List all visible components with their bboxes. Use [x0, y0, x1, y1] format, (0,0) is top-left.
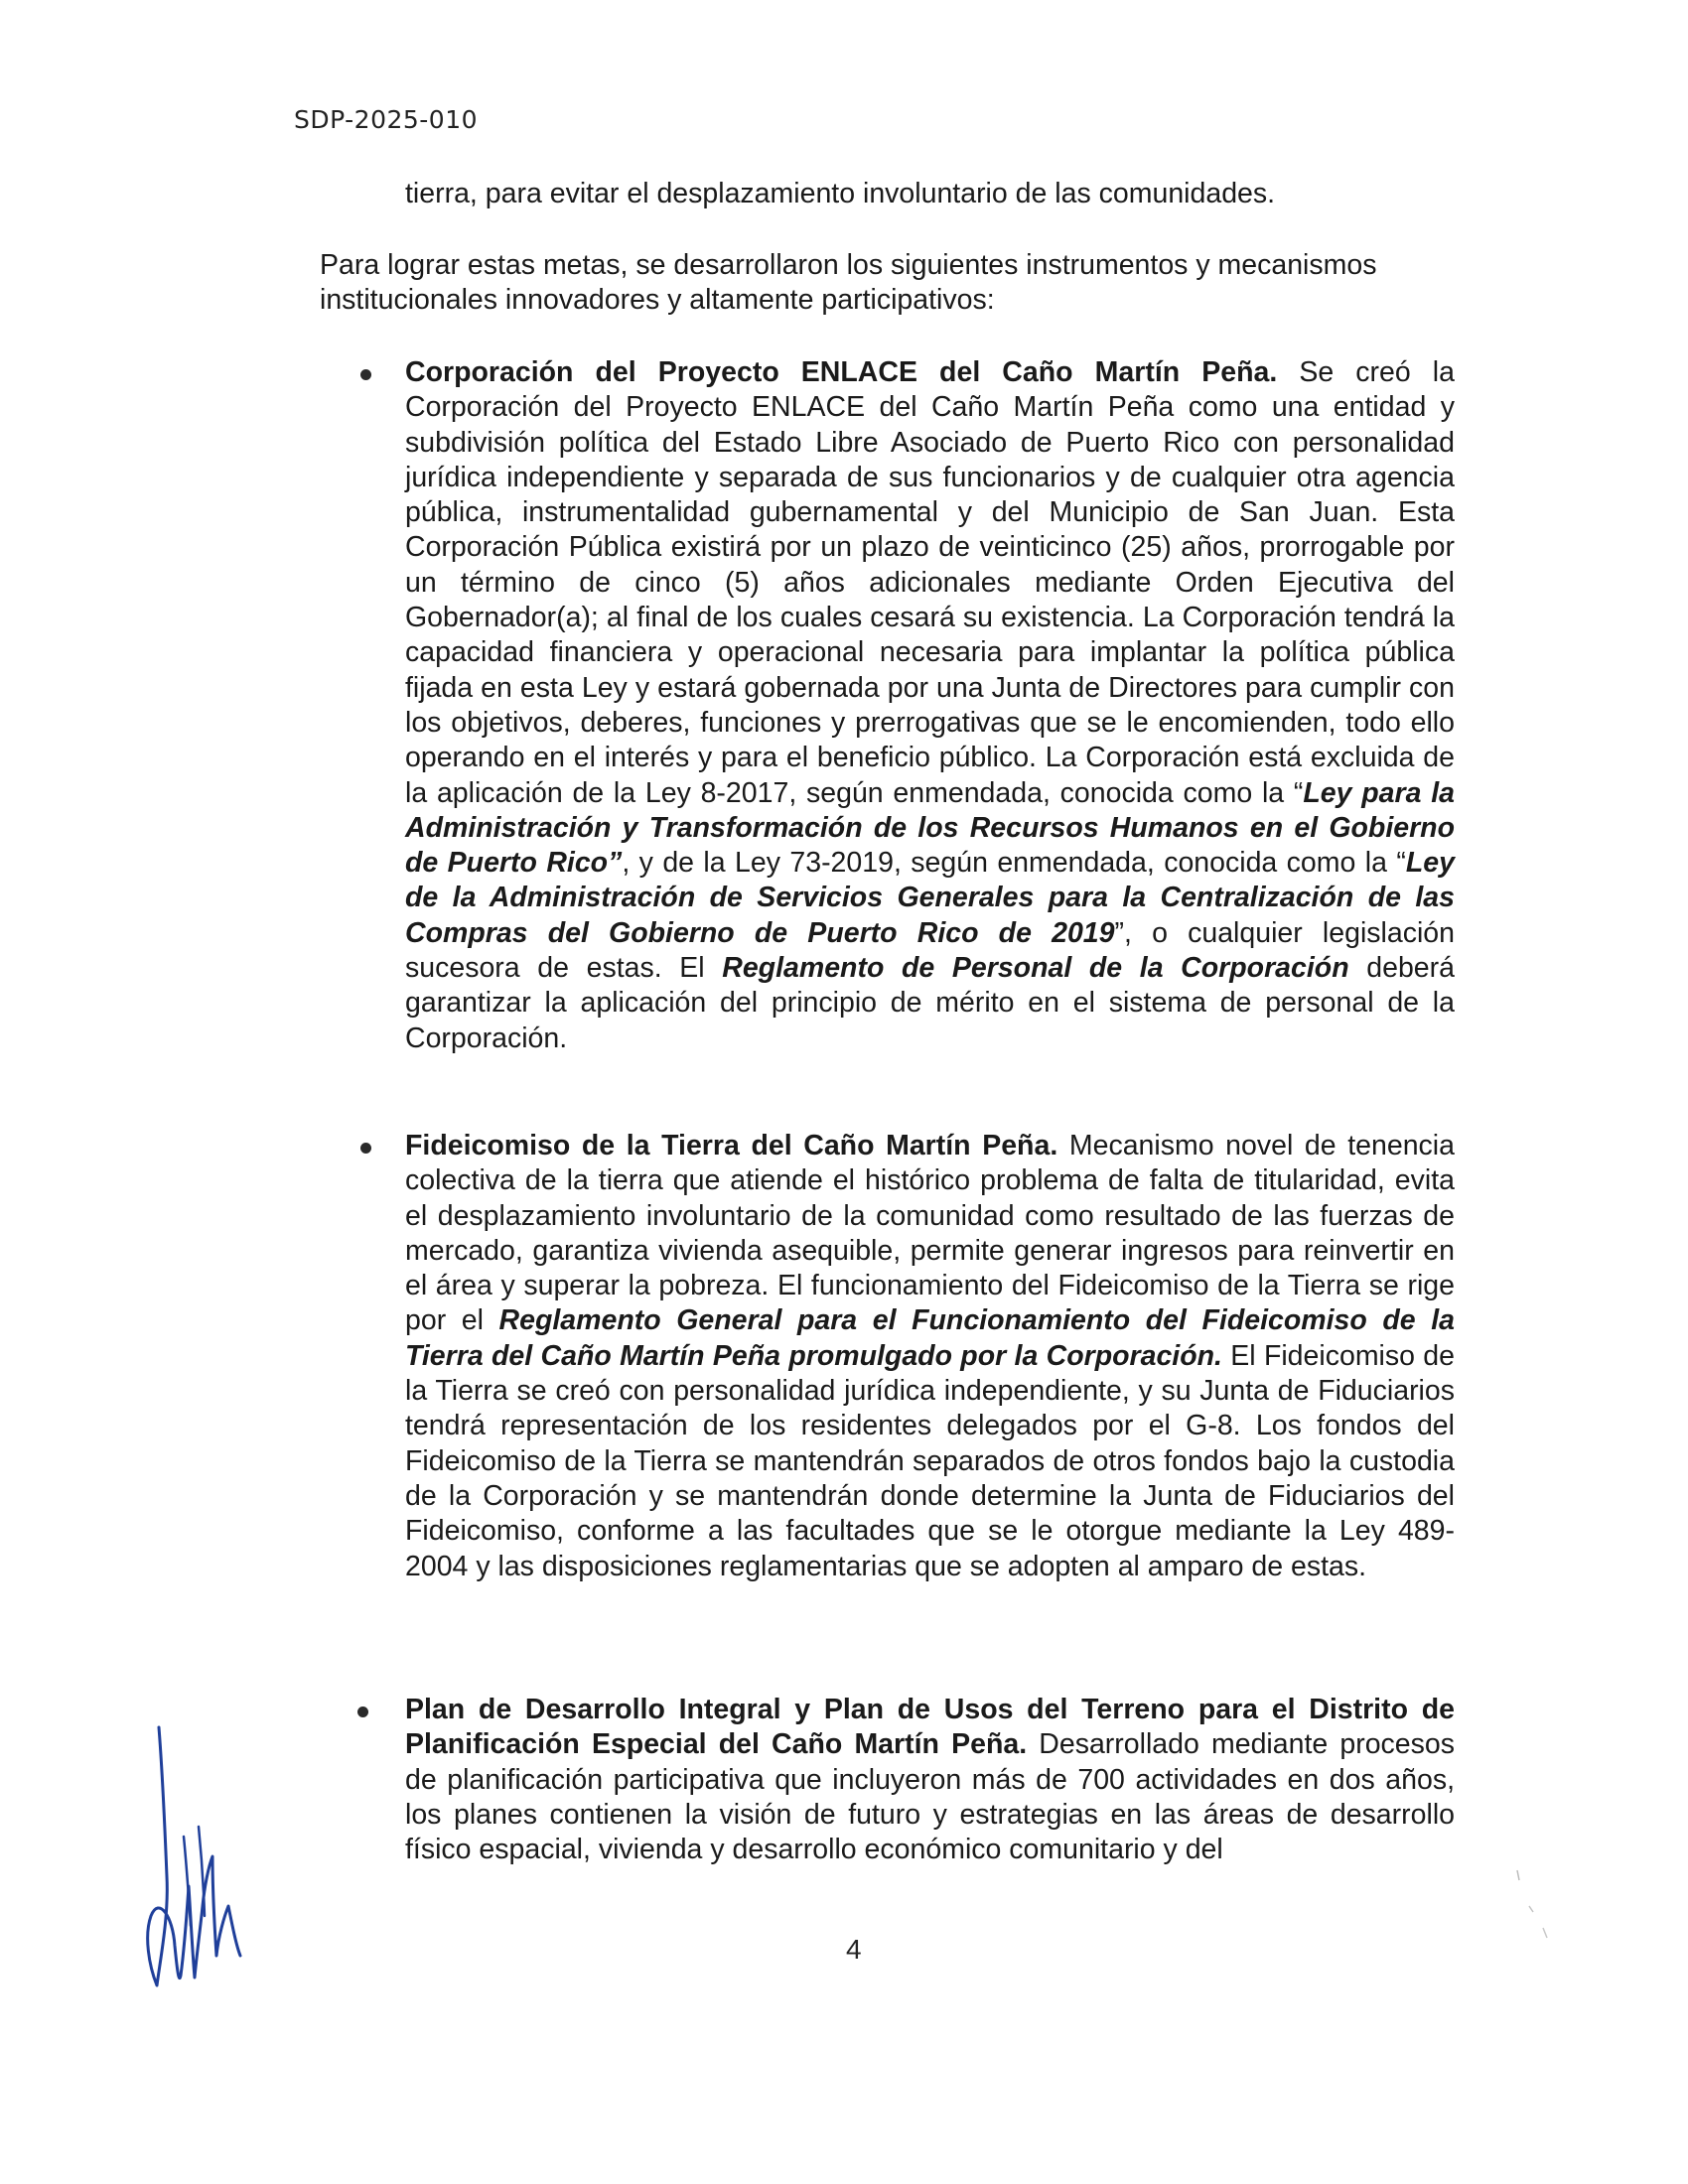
bullet-text: Se creó la Corporación del Proyecto ENLACE del Caño Martín Peña como una entidad y subdivisión política del Estado Libre Asociado de Puerto Rico con personalidad jurídica independiente y separada de sus funcionarios y de cualquier otra agencia pública, instrumentalidad gubernamental y del Municipio de San Juan. Esta Corporación Pública existirá por un plazo de veinticinco (25) años, prorrogable por un término de cinco (5) años adicionales mediante Orden Ejecutiva del Gobernador(a); al final de los cuales cesará su existencia. La Corporación tendrá la capacidad financiera y operacional necesaria para implantar la política pública fijada en esta Ley y estará gobernada por una Junta de Directores para cumplir con los objetivos, deberes, funciones y prerrogativas que se le encomienden, todo ello operando en el interés y para el beneficio público. La Corporación está excluida de la aplicación de la Ley 8-2017, según enmendada, conocida como la “	[405, 356, 1455, 809]
law-title: Ley para la Administración y Transformación de los Recursos Humanos en el Gobierno de Puerto Rico”	[405, 776, 1455, 880]
bullet-heading: Plan de Desarrollo Integral y Plan de Usos del Terreno para el Distrito de Planificación Especial del Caño Martín Peña.	[405, 1694, 1455, 1761]
bullet-text: deberá garantizar la aplicación del principio de mérito en el sistema de personal de la Corporación.	[405, 952, 1455, 1054]
page-number: 4	[846, 1934, 862, 1965]
bullet-heading: Fideicomiso de la Tierra del Caño Martín Peña.	[405, 1130, 1058, 1161]
bullet-text: , y de la Ley 73-2019, según enmendada, conocida como la “	[622, 847, 1406, 880]
bullet-text: Desarrollado mediante procesos de planificación participativa que incluyeron más de 700 actividades en dos años, los planes contienen la visión de futuro y estrategias en las áreas de desarrollo físico espacial, vivienda y desarrollo económico comunitario y del	[405, 1728, 1456, 1866]
bullet-icon	[360, 369, 371, 380]
regulation-title: Reglamento General para el Funcionamiento del Fideicomiso de la Tierra del Caño Martín Peña promulgado por la Corporación.	[405, 1304, 1455, 1372]
continuation-text: tierra, para evitar el desplazamiento involuntario de las comunidades.	[405, 178, 1276, 209]
law-title: Ley de la Administración de Servicios Generales para la Centralización de las Compras del Gobierno de Puerto Rico de 2019	[405, 847, 1455, 949]
bullet-text: Mecanismo novel de tenencia colectiva de la tierra que atiende el histórico problema de falta de titularidad, evita el desplazamiento involuntario de la comunidad como resultado de las fuerzas de mercado, garantiza vivienda asequible, permite generar ingresos para reinvertir en el área y superar la pobreza. El funcionamiento del Fideicomiso de la Tierra se rige por el	[405, 1130, 1455, 1337]
regulation-title: Reglamento de Personal de la Corporación	[722, 952, 1349, 985]
document-code: SDP-2025-010	[294, 105, 479, 134]
bullet-heading: Corporación del Proyecto ENLACE del Caño Martín Peña.	[405, 356, 1278, 388]
bullet-item-fideicomiso	[405, 1129, 1455, 1584]
scan-artifact	[1509, 1866, 1559, 1956]
bullet-item-plan-desarrollo	[405, 1693, 1455, 1867]
signature-initials	[129, 1717, 278, 2005]
bullet-text: ”, o cualquier legislación sucesora de estas. El	[405, 916, 1455, 985]
bullet-text: El Fideicomiso de la Tierra se creó con personalidad jurídica independiente, y su Junta de Fiduciarios tendrá representación de los residentes delegados por el G-8. Los fondos del Fideicomiso de la Tierra se mantendrán separados de otros fondos bajo la custodia de la Corporación y se mantendrán donde determine la Junta de Fiduciarios del Fideicomiso, conforme a las facultades que se le otorgue mediante la Ley 489-2004 y las disposiciones reglamentarias que se adopten al amparo de estas.	[405, 1339, 1456, 1582]
bullet-item-corporacion	[405, 355, 1455, 1056]
bullet-icon	[357, 1706, 368, 1717]
bullet-icon	[360, 1143, 371, 1154]
intro-paragraph: Para lograr estas metas, se desarrollaron los siguientes instrumentos y mecanismos institucionales innovadores y altamente participativos:	[320, 249, 1377, 317]
